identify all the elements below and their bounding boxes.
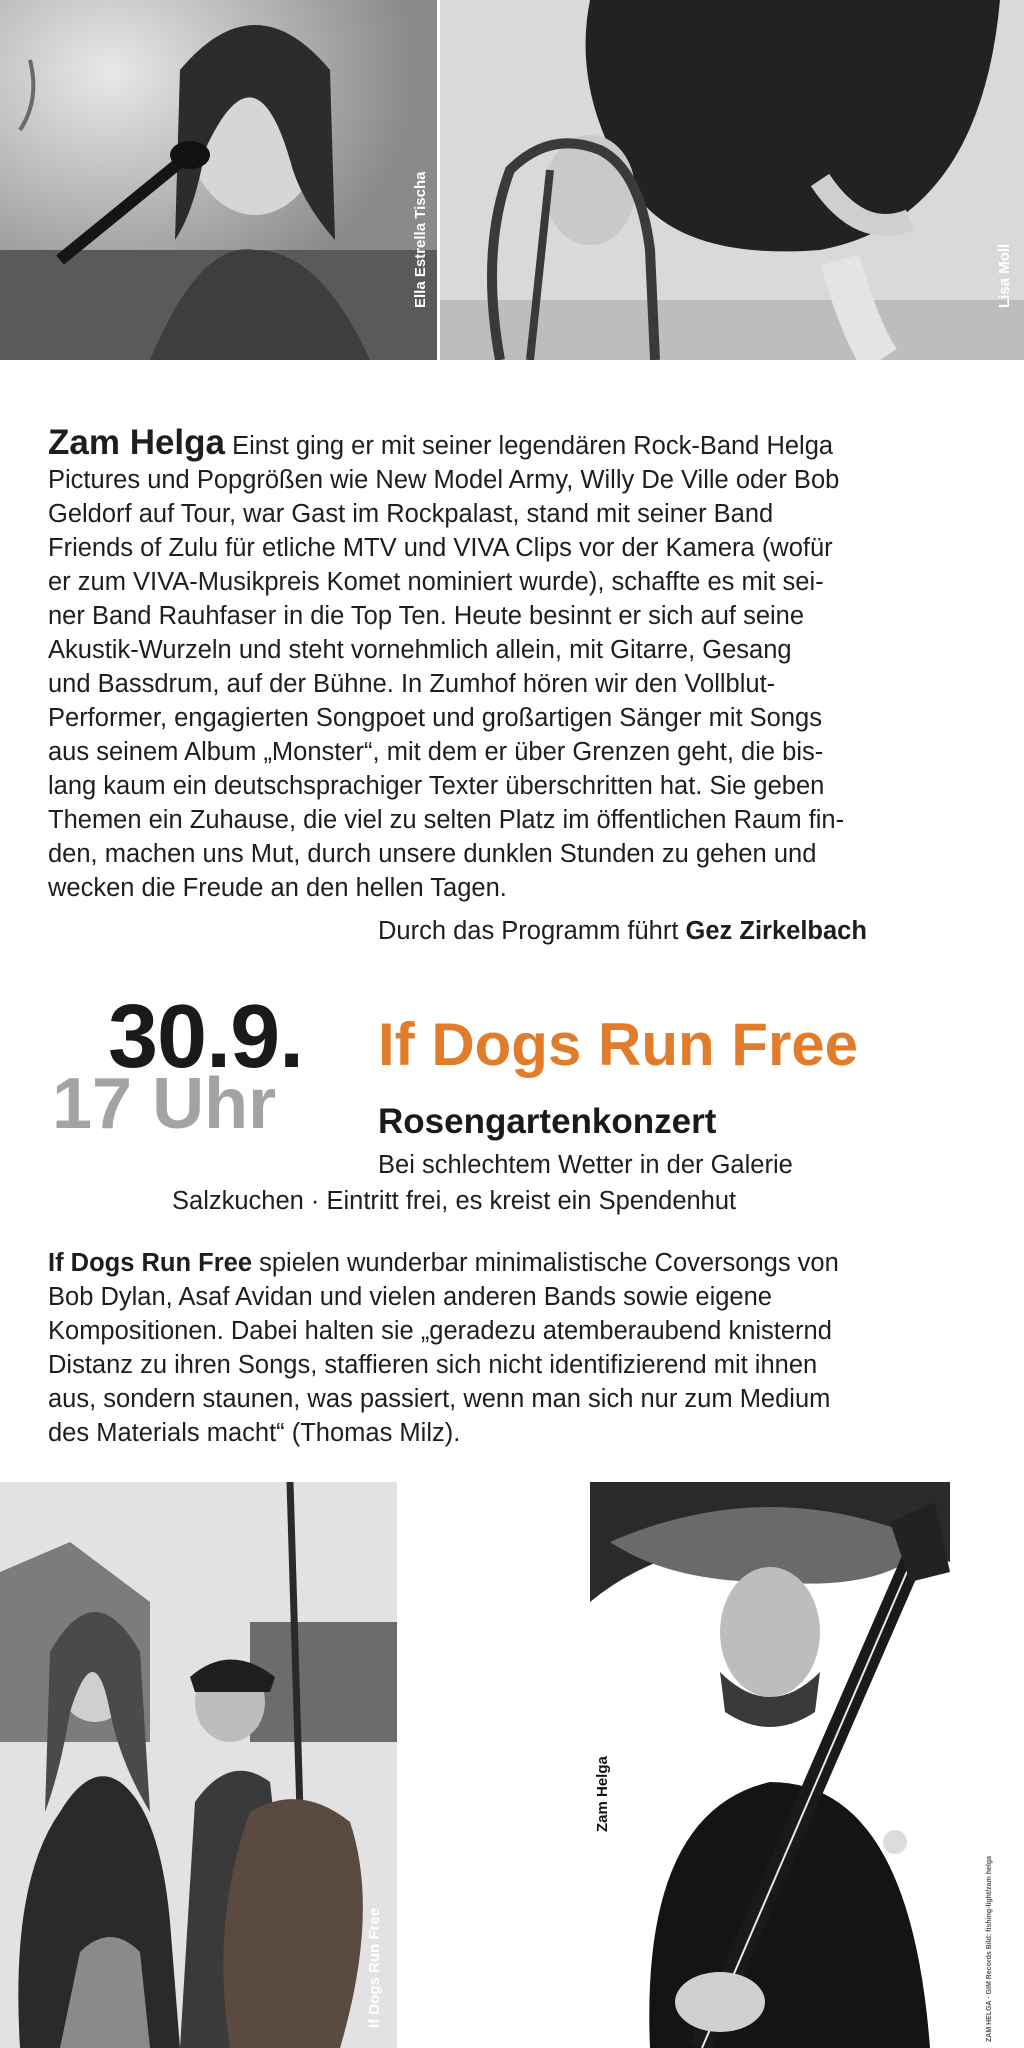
zam-helga-line: ner Band Rauhfaser in die Top Ten. Heute besinnt er sich auf seine [48, 602, 805, 630]
event-subtitle: Rosengartenkonzert [378, 1102, 717, 1141]
if-dogs-name: If Dogs Run Free [48, 1249, 253, 1277]
if-dogs-line: Kompositionen. Dabei halten sie „geradezu atemberaubend knisternd [48, 1317, 832, 1345]
event-venue: Salzkuchen · Eintritt frei, es kreist ein Spendenhut [172, 1187, 737, 1215]
zam-helga-name: Zam Helga [48, 423, 225, 462]
if-dogs-line: Bob Dylan, Asaf Avidan und vielen anderen Bands sowie eigene [48, 1283, 772, 1311]
if-dogs-line: Distanz zu ihren Songs, staffieren sich nicht identifizierend mit ihnen [48, 1351, 818, 1379]
zam-helga-line: und Bassdrum, auf der Bühne. In Zumhof hören wir den Vollblut- [48, 670, 776, 698]
zam-helga-line: Themen ein Zuhause, die viel zu selten Platz im öffentlichen Raum fin- [48, 806, 845, 834]
photo-guitarist-hat [590, 1482, 1024, 2048]
if-dogs-line: spielen wunderbar minimalistische Coversongs von [252, 1249, 839, 1277]
photo-credit-ella: Ella Estrella Tischa [412, 171, 429, 308]
photo-credit-zam-helga: Zam Helga [594, 1756, 611, 1832]
event-title: If Dogs Run Free [378, 1011, 859, 1078]
zam-helga-line: Pictures und Popgrößen wie New Model Army, Willy De Ville oder Bob [48, 466, 840, 494]
zam-helga-description [48, 423, 968, 905]
photo-credit-lisa: Lisa Moll [996, 243, 1013, 308]
zam-helga-line: Performer, engagierten Songpoet und großartigen Sänger mit Songs [48, 704, 822, 732]
if-dogs-description [48, 1246, 968, 1450]
zam-helga-line: Akustik-Wurzeln und steht vornehmlich allein, mit Gitarre, Gesang [48, 636, 792, 664]
zam-helga-line: Einst ging er mit seiner legendären Rock-Band Helga [225, 432, 834, 460]
photo-guitarist-image [590, 1482, 1024, 2048]
photo-singer-image [0, 0, 437, 360]
photo-credit-if-dogs: If Dogs Run Free [366, 1907, 383, 2028]
photo-dancer-chair [440, 0, 1024, 360]
if-dogs-line: des Materials macht“ (Thomas Milz). [48, 1419, 461, 1447]
zam-helga-line: er zum VIVA-Musikpreis Komet nominiert wurde), schaffte es mit sei- [48, 568, 824, 596]
zam-helga-line: Friends of Zulu für etliche MTV und VIVA Clips vor der Kamera (wofür [48, 534, 833, 562]
photo-singer-microphone [0, 0, 437, 360]
program-host-line [378, 914, 867, 948]
photo-dancer-image [440, 0, 1024, 360]
zam-helga-line: lang kaum ein deutschsprachiger Texter überschritten hat. Sie geben [48, 772, 825, 800]
photo-fine-print: ZAM HELGA · GIM Records Bild: fishing-light/zam helga [986, 1855, 993, 2042]
photo-duo-image [0, 1482, 397, 2048]
photo-duo-guitar-bass [0, 1482, 397, 2048]
event-weather-note: Bei schlechtem Wetter in der Galerie [378, 1151, 793, 1179]
event-date: 30.9. [108, 987, 304, 1087]
program-host-name: Gez Zirkelbach [685, 917, 867, 945]
zam-helga-line: den, machen uns Mut, durch unsere dunklen Stunden zu gehen und [48, 840, 817, 868]
zam-helga-line: aus seinem Album „Monster“, mit dem er über Grenzen geht, die bis- [48, 738, 824, 766]
event-time: 17 Uhr [52, 1064, 277, 1144]
zam-helga-line: Geldorf auf Tour, war Gast im Rockpalast, stand mit seiner Band [48, 500, 774, 528]
if-dogs-line: aus, sondern staunen, was passiert, wenn man sich nur zum Medium [48, 1385, 831, 1413]
zam-helga-line: wecken die Freude an den hellen Tagen. [48, 874, 507, 902]
program-host-prefix: Durch das Programm führt [378, 917, 686, 945]
